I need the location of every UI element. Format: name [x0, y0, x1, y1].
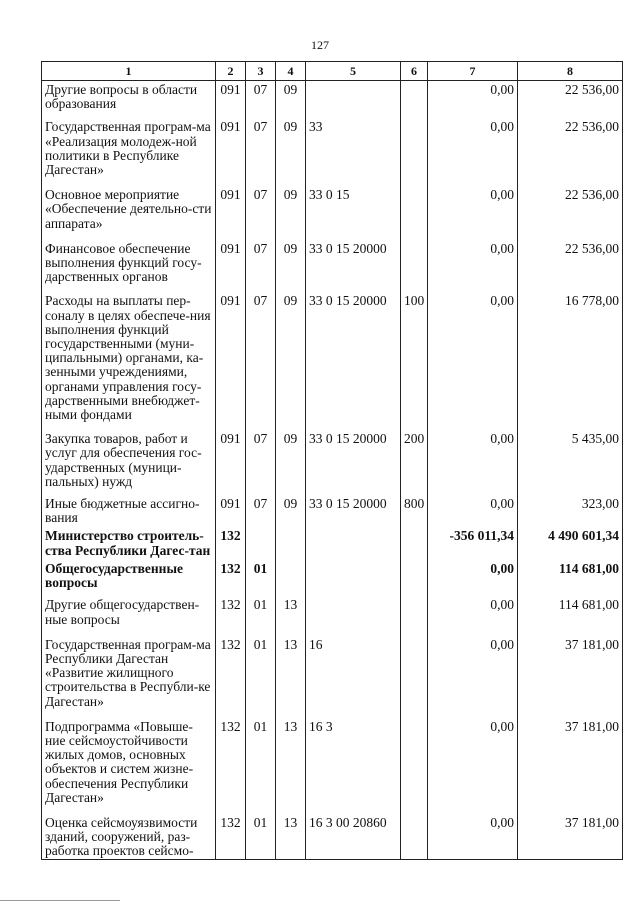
row-name-cell: Иные бюджетные ассигно-вания — [42, 495, 216, 527]
amount-total-cell: 37 181,00 — [518, 718, 623, 814]
code-expense-type-cell — [401, 118, 428, 186]
code-admin-cell: 091 — [216, 495, 246, 527]
code-admin-cell: 091 — [216, 430, 246, 495]
footer-rule — [0, 900, 120, 901]
row-name-cell: Подпрограмма «Повыше-ние сейсмоустойчивости жилых домов, основных объектов и систем жизне-обеспечения Республики Дагестан» — [42, 718, 216, 814]
code-subsection-cell: 09 — [276, 430, 306, 495]
code-target-cell: 16 3 00 20860 — [306, 814, 401, 859]
code-target-cell — [306, 596, 401, 635]
table-row — [42, 527, 623, 559]
code-section-cell: 07 — [246, 240, 276, 293]
header-row — [42, 62, 623, 81]
row-name-cell: Другие вопросы в области образования — [42, 81, 216, 119]
amount-change-cell: 0,00 — [428, 240, 518, 293]
amount-change-cell: 0,00 — [428, 636, 518, 718]
code-subsection-cell: 09 — [276, 186, 306, 240]
table-row — [42, 636, 623, 718]
amount-change-cell: 0,00 — [428, 118, 518, 186]
code-target-cell: 33 0 15 20000 — [306, 292, 401, 430]
code-section-cell: 07 — [246, 118, 276, 186]
row-name-cell: Основное мероприятие «Обеспечение деятельно-сти аппарата» — [42, 186, 216, 240]
amount-total-cell: 5 435,00 — [518, 430, 623, 495]
code-section-cell: 07 — [246, 430, 276, 495]
code-expense-type-cell — [401, 527, 428, 559]
code-expense-type-cell: 100 — [401, 292, 428, 430]
code-expense-type-cell: 800 — [401, 495, 428, 527]
code-target-cell: 16 3 — [306, 718, 401, 814]
code-target-cell: 33 0 15 — [306, 186, 401, 240]
row-name-cell: Финансовое обеспечение выполнения функций госу-дарственных органов — [42, 240, 216, 293]
code-section-cell: 01 — [246, 596, 276, 635]
code-admin-cell: 091 — [216, 81, 246, 119]
code-target-cell: 33 0 15 20000 — [306, 495, 401, 527]
amount-total-cell: 4 490 601,34 — [518, 527, 623, 559]
table-row — [42, 81, 623, 119]
amount-total-cell: 37 181,00 — [518, 814, 623, 859]
code-admin-cell: 132 — [216, 636, 246, 718]
amount-total-cell: 16 778,00 — [518, 292, 623, 430]
row-name-cell: Расходы на выплаты пер-соналу в целях обеспече-ния выполнения функций государственными (муни-ципальными) органами, ка-зенными учреждениями, органами управления госу-дарственными внебюджет-ными фондами — [42, 292, 216, 430]
amount-change-cell: 0,00 — [428, 81, 518, 119]
code-admin-cell: 132 — [216, 718, 246, 814]
amount-change-cell: 0,00 — [428, 596, 518, 635]
amount-change-cell: 0,00 — [428, 814, 518, 859]
header-cell: 8 — [518, 62, 623, 81]
amount-total-cell: 114 681,00 — [518, 560, 623, 596]
header-cell: 5 — [306, 62, 401, 81]
amount-total-cell: 37 181,00 — [518, 636, 623, 718]
code-admin-cell: 132 — [216, 527, 246, 559]
amount-change-cell: 0,00 — [428, 292, 518, 430]
amount-change-cell: -356 011,34 — [428, 527, 518, 559]
code-subsection-cell — [276, 560, 306, 596]
code-subsection-cell: 09 — [276, 240, 306, 293]
amount-total-cell: 323,00 — [518, 495, 623, 527]
amount-change-cell: 0,00 — [428, 560, 518, 596]
budget-table — [41, 61, 623, 860]
code-expense-type-cell — [401, 186, 428, 240]
header-cell: 6 — [401, 62, 428, 81]
code-section-cell: 07 — [246, 186, 276, 240]
code-section-cell — [246, 527, 276, 559]
row-name-cell: Оценка сейсмоуязвимости зданий, сооружений, раз-работка проектов сейсмо- — [42, 814, 216, 859]
amount-total-cell: 22 536,00 — [518, 240, 623, 293]
code-subsection-cell — [276, 527, 306, 559]
row-name-cell: Государственная програм-ма «Реализация молодеж-ной политики в Республике Дагестан» — [42, 118, 216, 186]
code-target-cell: 33 0 15 20000 — [306, 430, 401, 495]
amount-change-cell: 0,00 — [428, 186, 518, 240]
code-section-cell: 07 — [246, 81, 276, 119]
code-subsection-cell: 13 — [276, 596, 306, 635]
code-admin-cell: 091 — [216, 292, 246, 430]
table-row — [42, 560, 623, 596]
code-admin-cell: 091 — [216, 240, 246, 293]
code-expense-type-cell — [401, 814, 428, 859]
amount-total-cell: 22 536,00 — [518, 118, 623, 186]
code-section-cell: 01 — [246, 814, 276, 859]
code-section-cell: 01 — [246, 560, 276, 596]
code-section-cell: 01 — [246, 718, 276, 814]
table-row — [42, 814, 623, 859]
code-target-cell: 33 — [306, 118, 401, 186]
code-admin-cell: 091 — [216, 118, 246, 186]
code-section-cell: 01 — [246, 636, 276, 718]
page-number: 127 — [311, 38, 329, 52]
code-expense-type-cell: 200 — [401, 430, 428, 495]
code-section-cell: 07 — [246, 495, 276, 527]
code-subsection-cell: 13 — [276, 814, 306, 859]
amount-change-cell: 0,00 — [428, 430, 518, 495]
header-cell: 4 — [276, 62, 306, 81]
row-name-cell: Государственная програм-ма Республики Дагестан «Развитие жилищного строительства в Республи-ке Дагестан» — [42, 636, 216, 718]
amount-total-cell: 22 536,00 — [518, 81, 623, 119]
header-cell: 3 — [246, 62, 276, 81]
code-admin-cell: 091 — [216, 186, 246, 240]
amount-change-cell: 0,00 — [428, 495, 518, 527]
header-cell: 7 — [428, 62, 518, 81]
code-admin-cell: 132 — [216, 596, 246, 635]
code-expense-type-cell — [401, 81, 428, 119]
header-cell: 2 — [216, 62, 246, 81]
table-row — [42, 292, 623, 430]
code-target-cell — [306, 81, 401, 119]
table-row — [42, 118, 623, 186]
code-target-cell — [306, 560, 401, 596]
row-name-cell: Другие общегосударствен-ные вопросы — [42, 596, 216, 635]
table-row — [42, 240, 623, 293]
row-name-cell: Министерство строитель-ства Республики Дагес-тан — [42, 527, 216, 559]
budget-table-body — [42, 81, 623, 860]
code-subsection-cell: 09 — [276, 292, 306, 430]
table-row — [42, 495, 623, 527]
row-name-cell: Общегосударственные вопросы — [42, 560, 216, 596]
code-target-cell: 33 0 15 20000 — [306, 240, 401, 293]
code-subsection-cell: 13 — [276, 718, 306, 814]
code-expense-type-cell — [401, 718, 428, 814]
code-target-cell: 16 — [306, 636, 401, 718]
row-name-cell: Закупка товаров, работ и услуг для обеспечения гос-ударственных (муници-пальных) нужд — [42, 430, 216, 495]
code-subsection-cell: 09 — [276, 495, 306, 527]
amount-total-cell: 114 681,00 — [518, 596, 623, 635]
amount-change-cell: 0,00 — [428, 718, 518, 814]
code-section-cell: 07 — [246, 292, 276, 430]
code-expense-type-cell — [401, 636, 428, 718]
table-row — [42, 718, 623, 814]
table-row — [42, 430, 623, 495]
code-target-cell — [306, 527, 401, 559]
code-expense-type-cell — [401, 596, 428, 635]
amount-total-cell: 22 536,00 — [518, 186, 623, 240]
table-row — [42, 186, 623, 240]
code-subsection-cell: 09 — [276, 118, 306, 186]
code-admin-cell: 132 — [216, 560, 246, 596]
code-subsection-cell: 09 — [276, 81, 306, 119]
code-subsection-cell: 13 — [276, 636, 306, 718]
code-expense-type-cell — [401, 560, 428, 596]
table-row — [42, 596, 623, 635]
code-admin-cell: 132 — [216, 814, 246, 859]
code-expense-type-cell — [401, 240, 428, 293]
header-cell: 1 — [42, 62, 216, 81]
